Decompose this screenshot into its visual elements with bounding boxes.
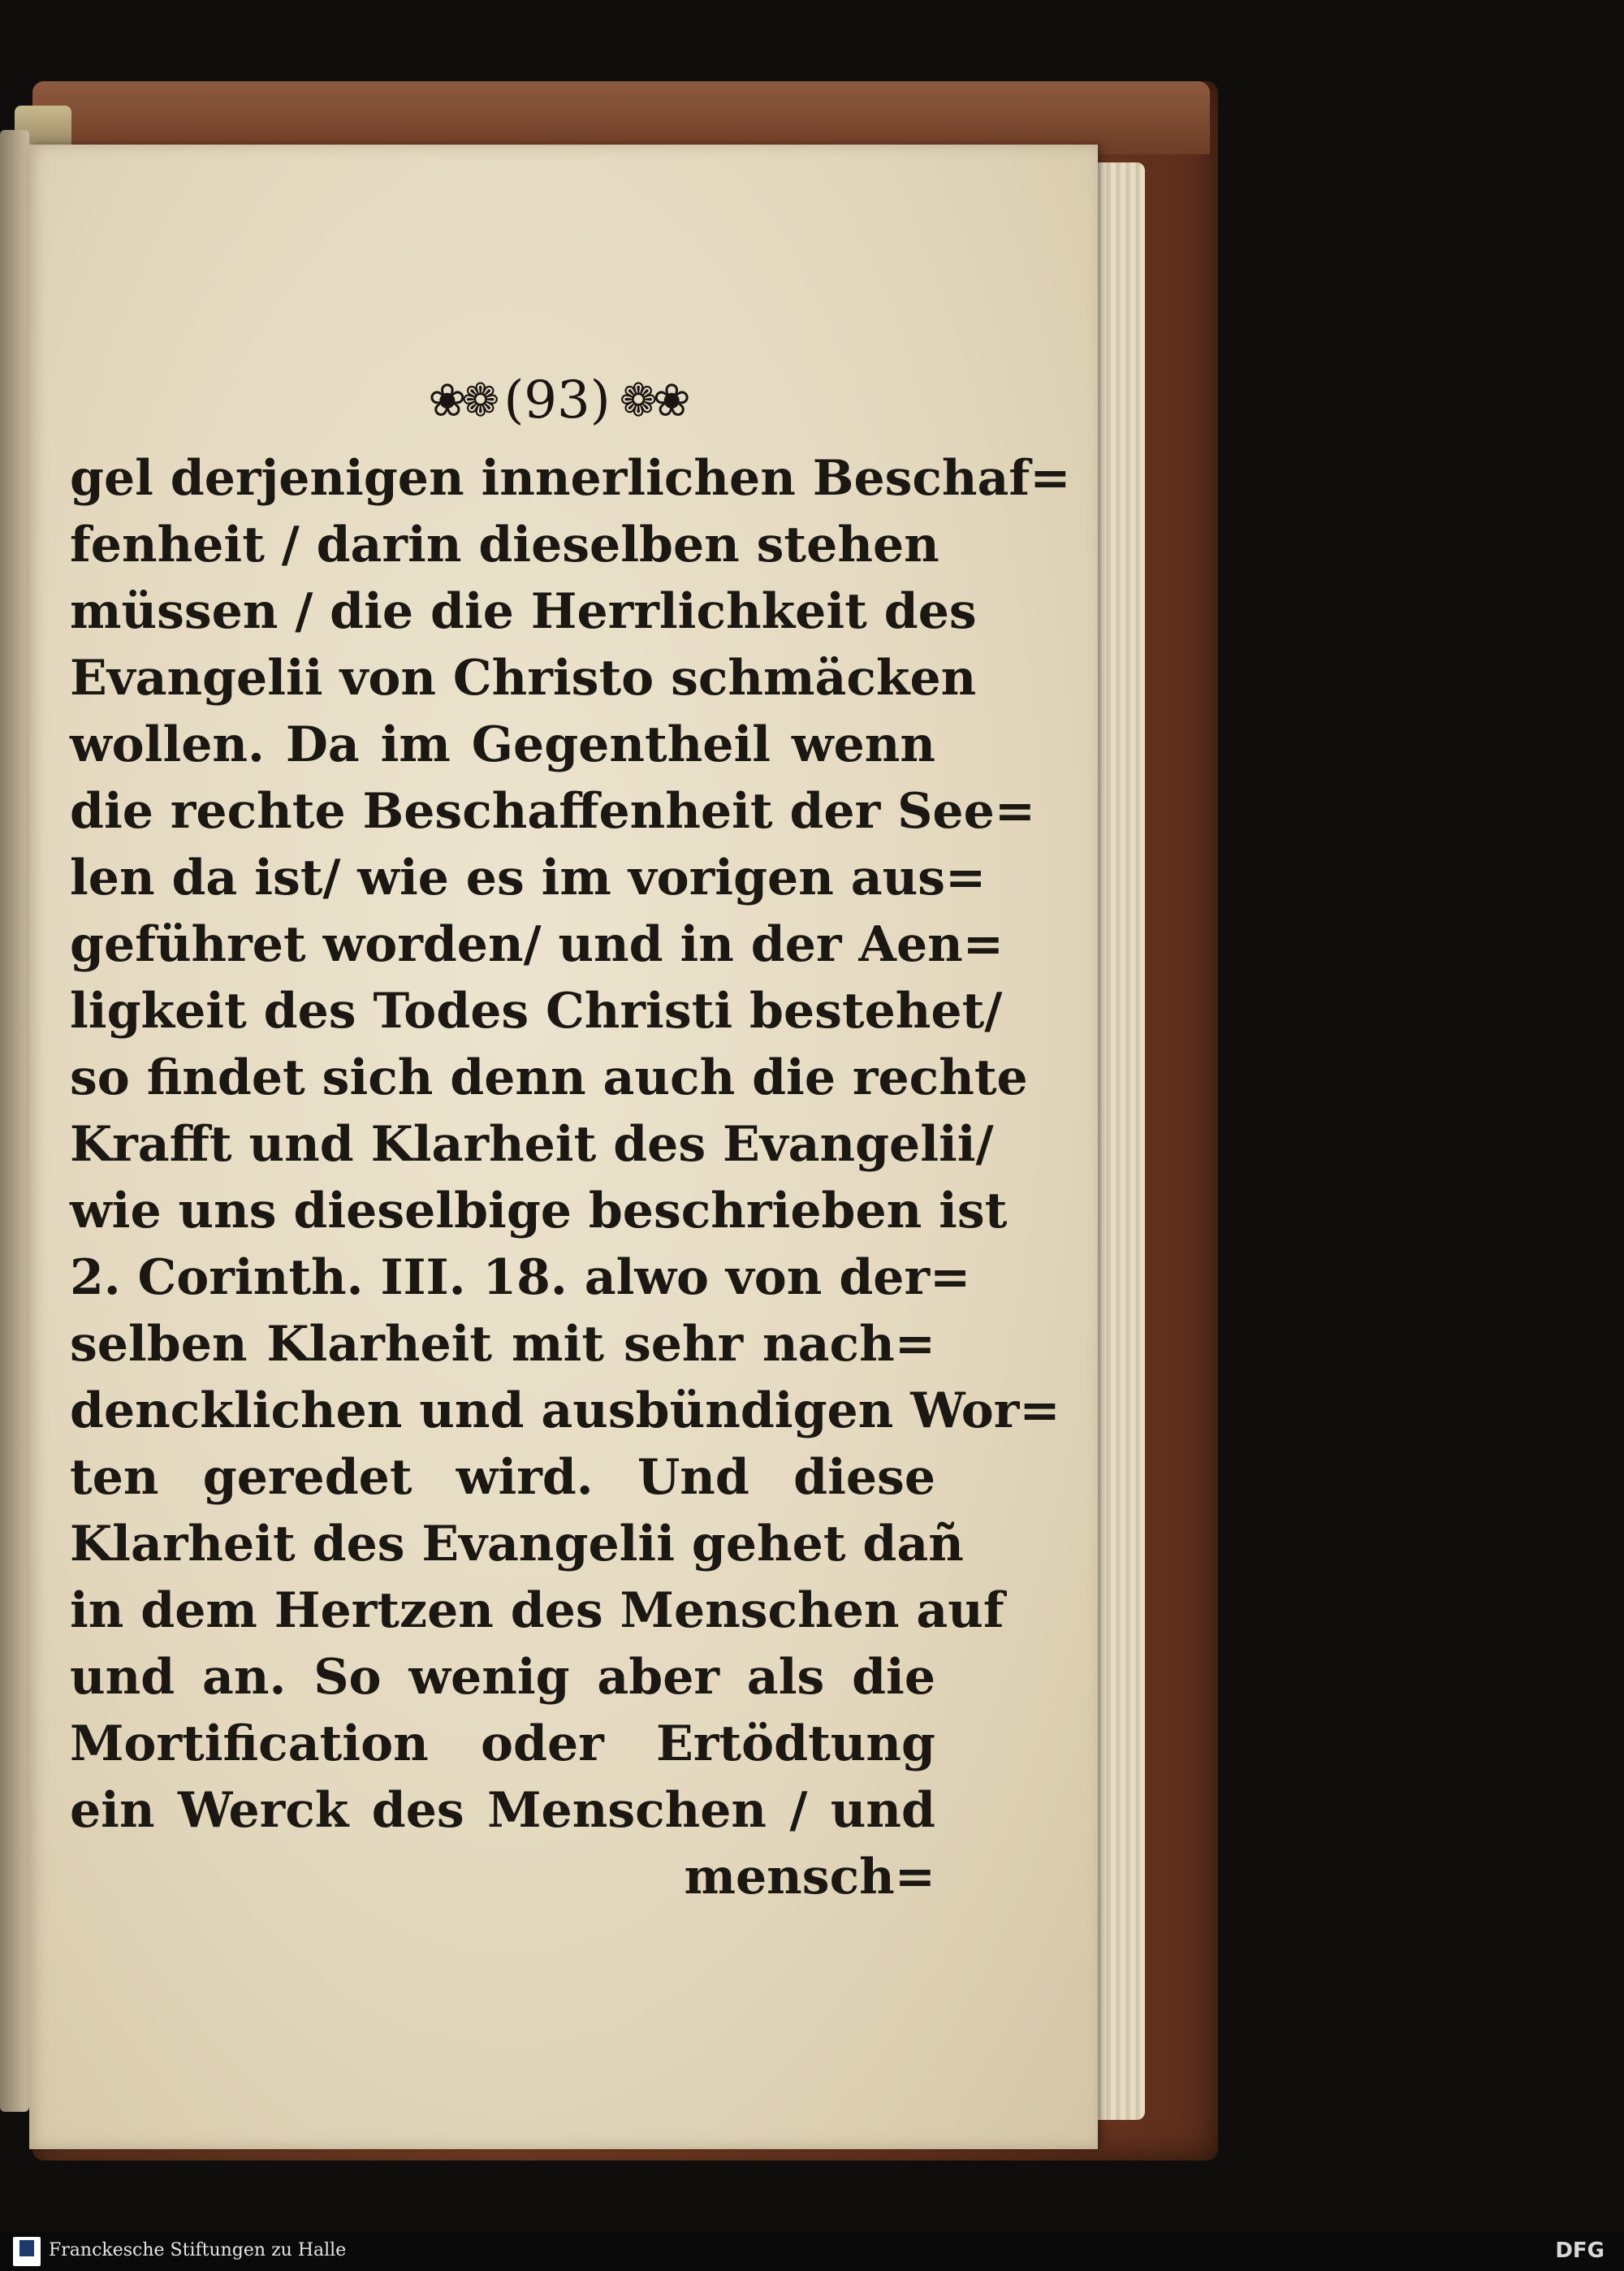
catchword: mensch= xyxy=(684,1849,935,1905)
text-line: Klarheit des Evangelii gehet dañ xyxy=(70,1516,964,1572)
ornament-left: ❀❁ xyxy=(428,374,495,427)
institution-logo-icon xyxy=(13,2237,41,2266)
text-line: Evangelii von Christo schmäcken xyxy=(70,650,977,707)
text-line: ein Werck des Menschen / und xyxy=(70,1782,935,1839)
book-cover-top xyxy=(32,81,1210,154)
text-line: ligkeit des Todes Christi bestehet/ xyxy=(70,983,1003,1040)
text-line: ten geredet wird. Und diese xyxy=(70,1449,935,1506)
text-line: und an. So wenig aber als die xyxy=(70,1649,935,1706)
text-line: Krafft und Klarheit des Evangelii/ xyxy=(70,1116,994,1173)
page-header xyxy=(29,370,1085,430)
viewer-footer xyxy=(0,2232,1624,2271)
facing-page-edge xyxy=(0,130,29,2112)
text-line: gel derjenigen innerlichen Beschaf= xyxy=(70,450,1071,507)
text-line: selben Klarheit mit sehr nach= xyxy=(70,1316,935,1373)
text-line: fenheit / darin dieselben stehen xyxy=(70,517,939,573)
page-number: (93) xyxy=(503,370,611,430)
text-line: Mortification oder Ertödtung xyxy=(70,1715,935,1772)
text-line: so findet sich denn auch die rechte xyxy=(70,1049,1028,1106)
text-line: wollen. Da im Gegentheil wenn xyxy=(70,716,935,773)
institution-name: Franckesche Stiftungen zu Halle xyxy=(49,2240,347,2260)
text-line: dencklichen und ausbündigen Wor= xyxy=(70,1382,1060,1439)
dfg-logo: DFG xyxy=(1555,2239,1605,2263)
text-line: in dem Hertzen des Menschen auf xyxy=(70,1582,1004,1639)
text-line: wie uns dieselbige beschrieben ist xyxy=(70,1183,1008,1239)
text-line: geführet worden/ und in der Aen= xyxy=(70,916,1004,973)
book-page xyxy=(29,145,1098,2149)
text-line: 2. Corinth. III. 18. alwo von der= xyxy=(70,1249,971,1306)
text-line: len da ist/ wie es im vorigen aus= xyxy=(70,850,987,906)
text-line: die rechte Beschaffenheit der See= xyxy=(70,783,1036,840)
page-text xyxy=(70,445,1071,1910)
text-line: müssen / die die Herrlichkeit des xyxy=(70,583,977,640)
ornament-right: ❁❀ xyxy=(619,374,686,427)
